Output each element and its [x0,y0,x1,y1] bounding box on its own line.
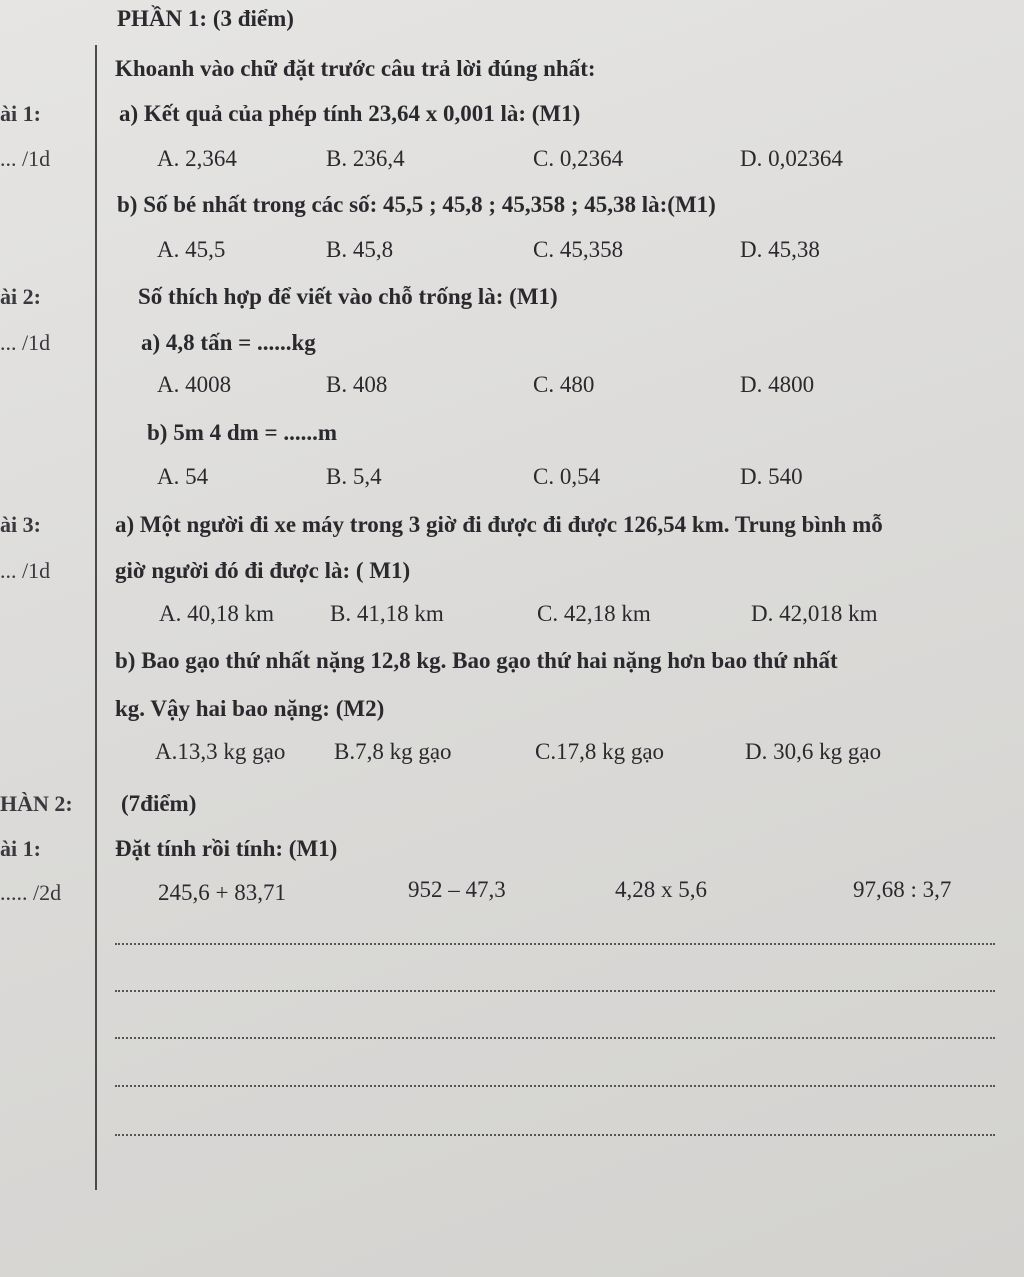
q2a-option-d[interactable]: D. 4800 [740,372,815,397]
q1b-option-d[interactable]: D. 45,38 [740,237,820,262]
q2b-option-b[interactable]: B. 5,4 [326,464,382,489]
answer-line-1[interactable] [115,943,995,945]
part2-q1-text: Đặt tính rồi tính: (M1) [115,836,338,861]
part1-heading: PHẦN 1: (3 điểm) [117,6,294,31]
q2b-text: b) 5m 4 dm = ......m [147,420,338,445]
q2b-option-d[interactable]: D. 540 [740,464,803,489]
q3a-option-a[interactable]: A. 40,18 km [159,601,274,626]
q1a-option-d[interactable]: D. 0,02364 [740,146,843,171]
expression-2: 952 – 47,3 [408,877,506,902]
q2a-option-a[interactable]: A. 4008 [157,372,232,397]
margin-score-1: ... /1d [0,146,51,171]
expression-1: 245,6 + 83,71 [158,880,286,905]
margin-part2-question-1: ài 1: [0,836,41,861]
q3b-option-b[interactable]: B.7,8 kg gạo [334,739,452,764]
q1a-text: a) Kết quả của phép tính 23,64 x 0,001 là: (M1) [119,101,581,126]
q3a-option-c[interactable]: C. 42,18 km [537,601,651,626]
q3b-option-a[interactable]: A.13,3 kg gạo [155,739,286,764]
q3a-option-b[interactable]: B. 41,18 km [330,601,444,626]
margin-question-1: ài 1: [0,101,41,126]
q1b-text: b) Số bé nhất trong các số: 45,5 ; 45,8 ; 45,358 ; 45,38 là:(M1) [117,192,716,217]
q2-text: Số thích hợp để viết vào chỗ trống là: (M1) [138,284,558,309]
q3b-text-line1: b) Bao gạo thứ nhất nặng 12,8 kg. Bao gạo thứ hai nặng hơn bao thứ nhất [115,648,838,673]
q2a-option-c[interactable]: C. 480 [533,372,595,397]
q3b-text-line2: kg. Vậy hai bao nặng: (M2) [115,696,385,721]
q3a-option-d[interactable]: D. 42,018 km [751,601,878,626]
answer-line-2[interactable] [115,990,995,992]
q1a-option-c[interactable]: C. 0,2364 [533,146,624,171]
q1b-option-a[interactable]: A. 45,5 [157,237,226,262]
q2a-option-b[interactable]: B. 408 [326,372,388,397]
part2-points: (7điểm) [121,791,197,816]
expression-4: 97,68 : 3,7 [853,877,952,902]
q3b-option-c[interactable]: C.17,8 kg gạo [535,739,665,764]
part1-instruction: Khoanh vào chữ đặt trước câu trả lời đúng nhất: [115,56,596,81]
margin-question-2: ài 2: [0,284,41,309]
margin-score-2: ... /1d [0,330,51,355]
q2b-option-a[interactable]: A. 54 [157,464,209,489]
q1a-option-b[interactable]: B. 236,4 [326,146,405,171]
q2a-text: a) 4,8 tấn = ......kg [141,330,316,355]
answer-line-5[interactable] [115,1134,995,1136]
margin-question-3: ài 3: [0,512,41,537]
q1b-option-b[interactable]: B. 45,8 [326,237,394,262]
margin-part2: HÀN 2: [0,791,73,816]
expression-3: 4,28 x 5,6 [615,877,707,902]
q3b-option-d[interactable]: D. 30,6 kg gạo [745,739,882,764]
q1b-option-c[interactable]: C. 45,358 [533,237,624,262]
q2b-option-c[interactable]: C. 0,54 [533,464,601,489]
q3a-text-line1: a) Một người đi xe máy trong 3 giờ đi được đi được 126,54 km. Trung bình mỗ [115,512,883,537]
q3a-text-line2: giờ người đó đi được là: ( M1) [115,558,411,583]
q1a-option-a[interactable]: A. 2,364 [157,146,237,171]
margin-divider [95,45,97,1190]
answer-line-4[interactable] [115,1085,995,1087]
answer-line-3[interactable] [115,1037,995,1039]
margin-score-4: ..... /2d [0,880,62,905]
margin-score-3: ... /1d [0,558,51,583]
